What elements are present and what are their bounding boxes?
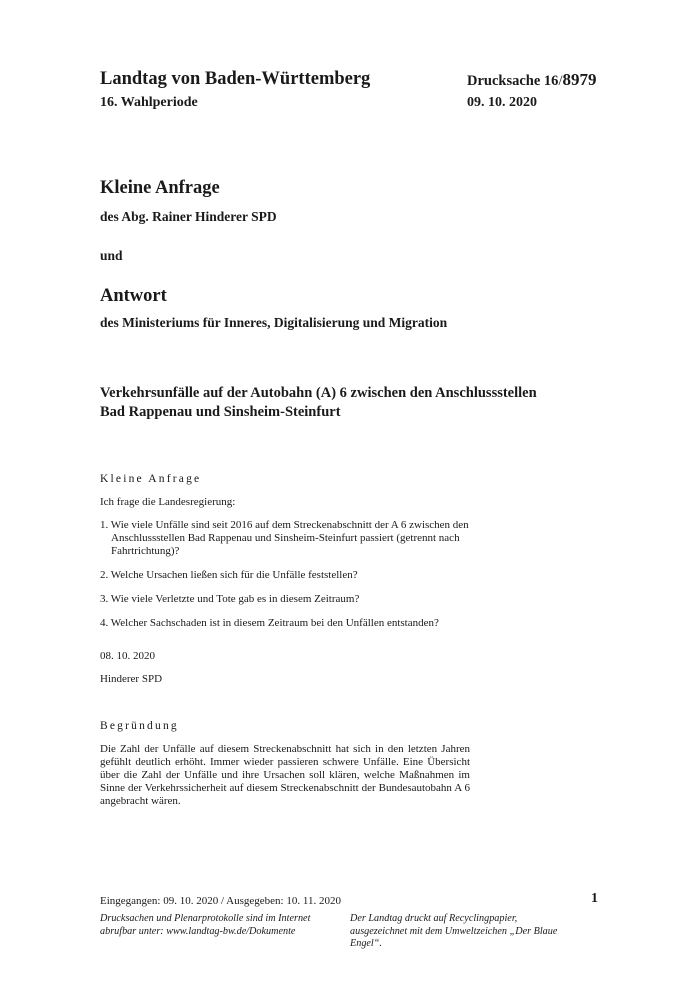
parliament-name: Landtag von Baden-Württemberg xyxy=(100,69,371,89)
inquiry-intro: Ich frage die Landesregierung: xyxy=(100,496,236,508)
footer-dates: Eingegangen: 09. 10. 2020 / Ausgegeben: 10. 11. 2020 xyxy=(100,895,341,907)
justification-label: Begründung xyxy=(100,720,179,732)
page-number: 1 xyxy=(591,891,598,906)
question-item: 4. Welcher Sachschaden ist in diesem Zeitraum bei den Unfällen entstanden? xyxy=(100,617,439,629)
drucksache-prefix: Drucksache 16 xyxy=(467,73,559,89)
question-item: 2. Welche Ursachen ließen sich für die Unfälle feststellen? xyxy=(100,569,358,581)
ministry-line: des Ministeriums für Inneres, Digitalisierung und Migration xyxy=(100,315,448,330)
und-line: und xyxy=(100,248,123,263)
document-date: 09. 10. 2020 xyxy=(467,95,537,110)
antwort-heading: Antwort xyxy=(100,286,167,306)
drucksache-number xyxy=(467,70,596,91)
drucksache-id: 8979 xyxy=(562,70,597,89)
inquiry-label: Kleine Anfrage xyxy=(100,473,202,485)
footer-note-recycling: Der Landtag druckt auf Recyclingpapier, ausgezeichnet mit dem Umweltzeichen „Der Blaue Engel“. xyxy=(350,913,558,949)
drucksache-slash: / xyxy=(558,73,563,89)
legislative-period: 16. Wahlperiode xyxy=(100,95,198,110)
subject-title: Verkehrsunfälle auf der Autobahn (A) 6 zwischen den Anschlussstellen Bad Rappenau und Sinsheim-Steinfurt xyxy=(100,385,537,420)
inquiry-signature: Hinderer SPD xyxy=(100,673,163,685)
inquiry-date: 08. 10. 2020 xyxy=(100,650,155,662)
kleine-anfrage-heading: Kleine Anfrage xyxy=(100,178,220,198)
question-item: 3. Wie viele Verletzte und Tote gab es in diesem Zeitraum? xyxy=(100,593,360,605)
justification-text: Die Zahl der Unfälle auf diesem Streckenabschnitt hat sich in den letzten Jahren gefühlt deutlich erhöht. Immer wieder passieren schwere Unfälle. Eine Übersicht über die Zahl der Unfälle und ihre Ursachen soll klären, welche Maßnahmen im Sinne der Verkehrssicherheit auf diesem Streckenabschnitt der Bundesautobahn A 6 angebracht wären. xyxy=(100,743,470,807)
question-list xyxy=(100,519,470,641)
author-line: des Abg. Rainer Hinderer SPD xyxy=(100,209,277,224)
footer-note-internet: Drucksachen und Plenarprotokolle sind im Internet abrufbar unter: www.landtag-bw.de/Dokumente xyxy=(100,913,311,937)
question-item: 1. Wie viele Unfälle sind seit 2016 auf dem Streckenabschnitt der A 6 zwischen den Anschlussstellen Bad Rappenau und Sinsheim-Steinfurt passiert (getrennt nach Fahrtrichtung)? xyxy=(100,519,469,557)
